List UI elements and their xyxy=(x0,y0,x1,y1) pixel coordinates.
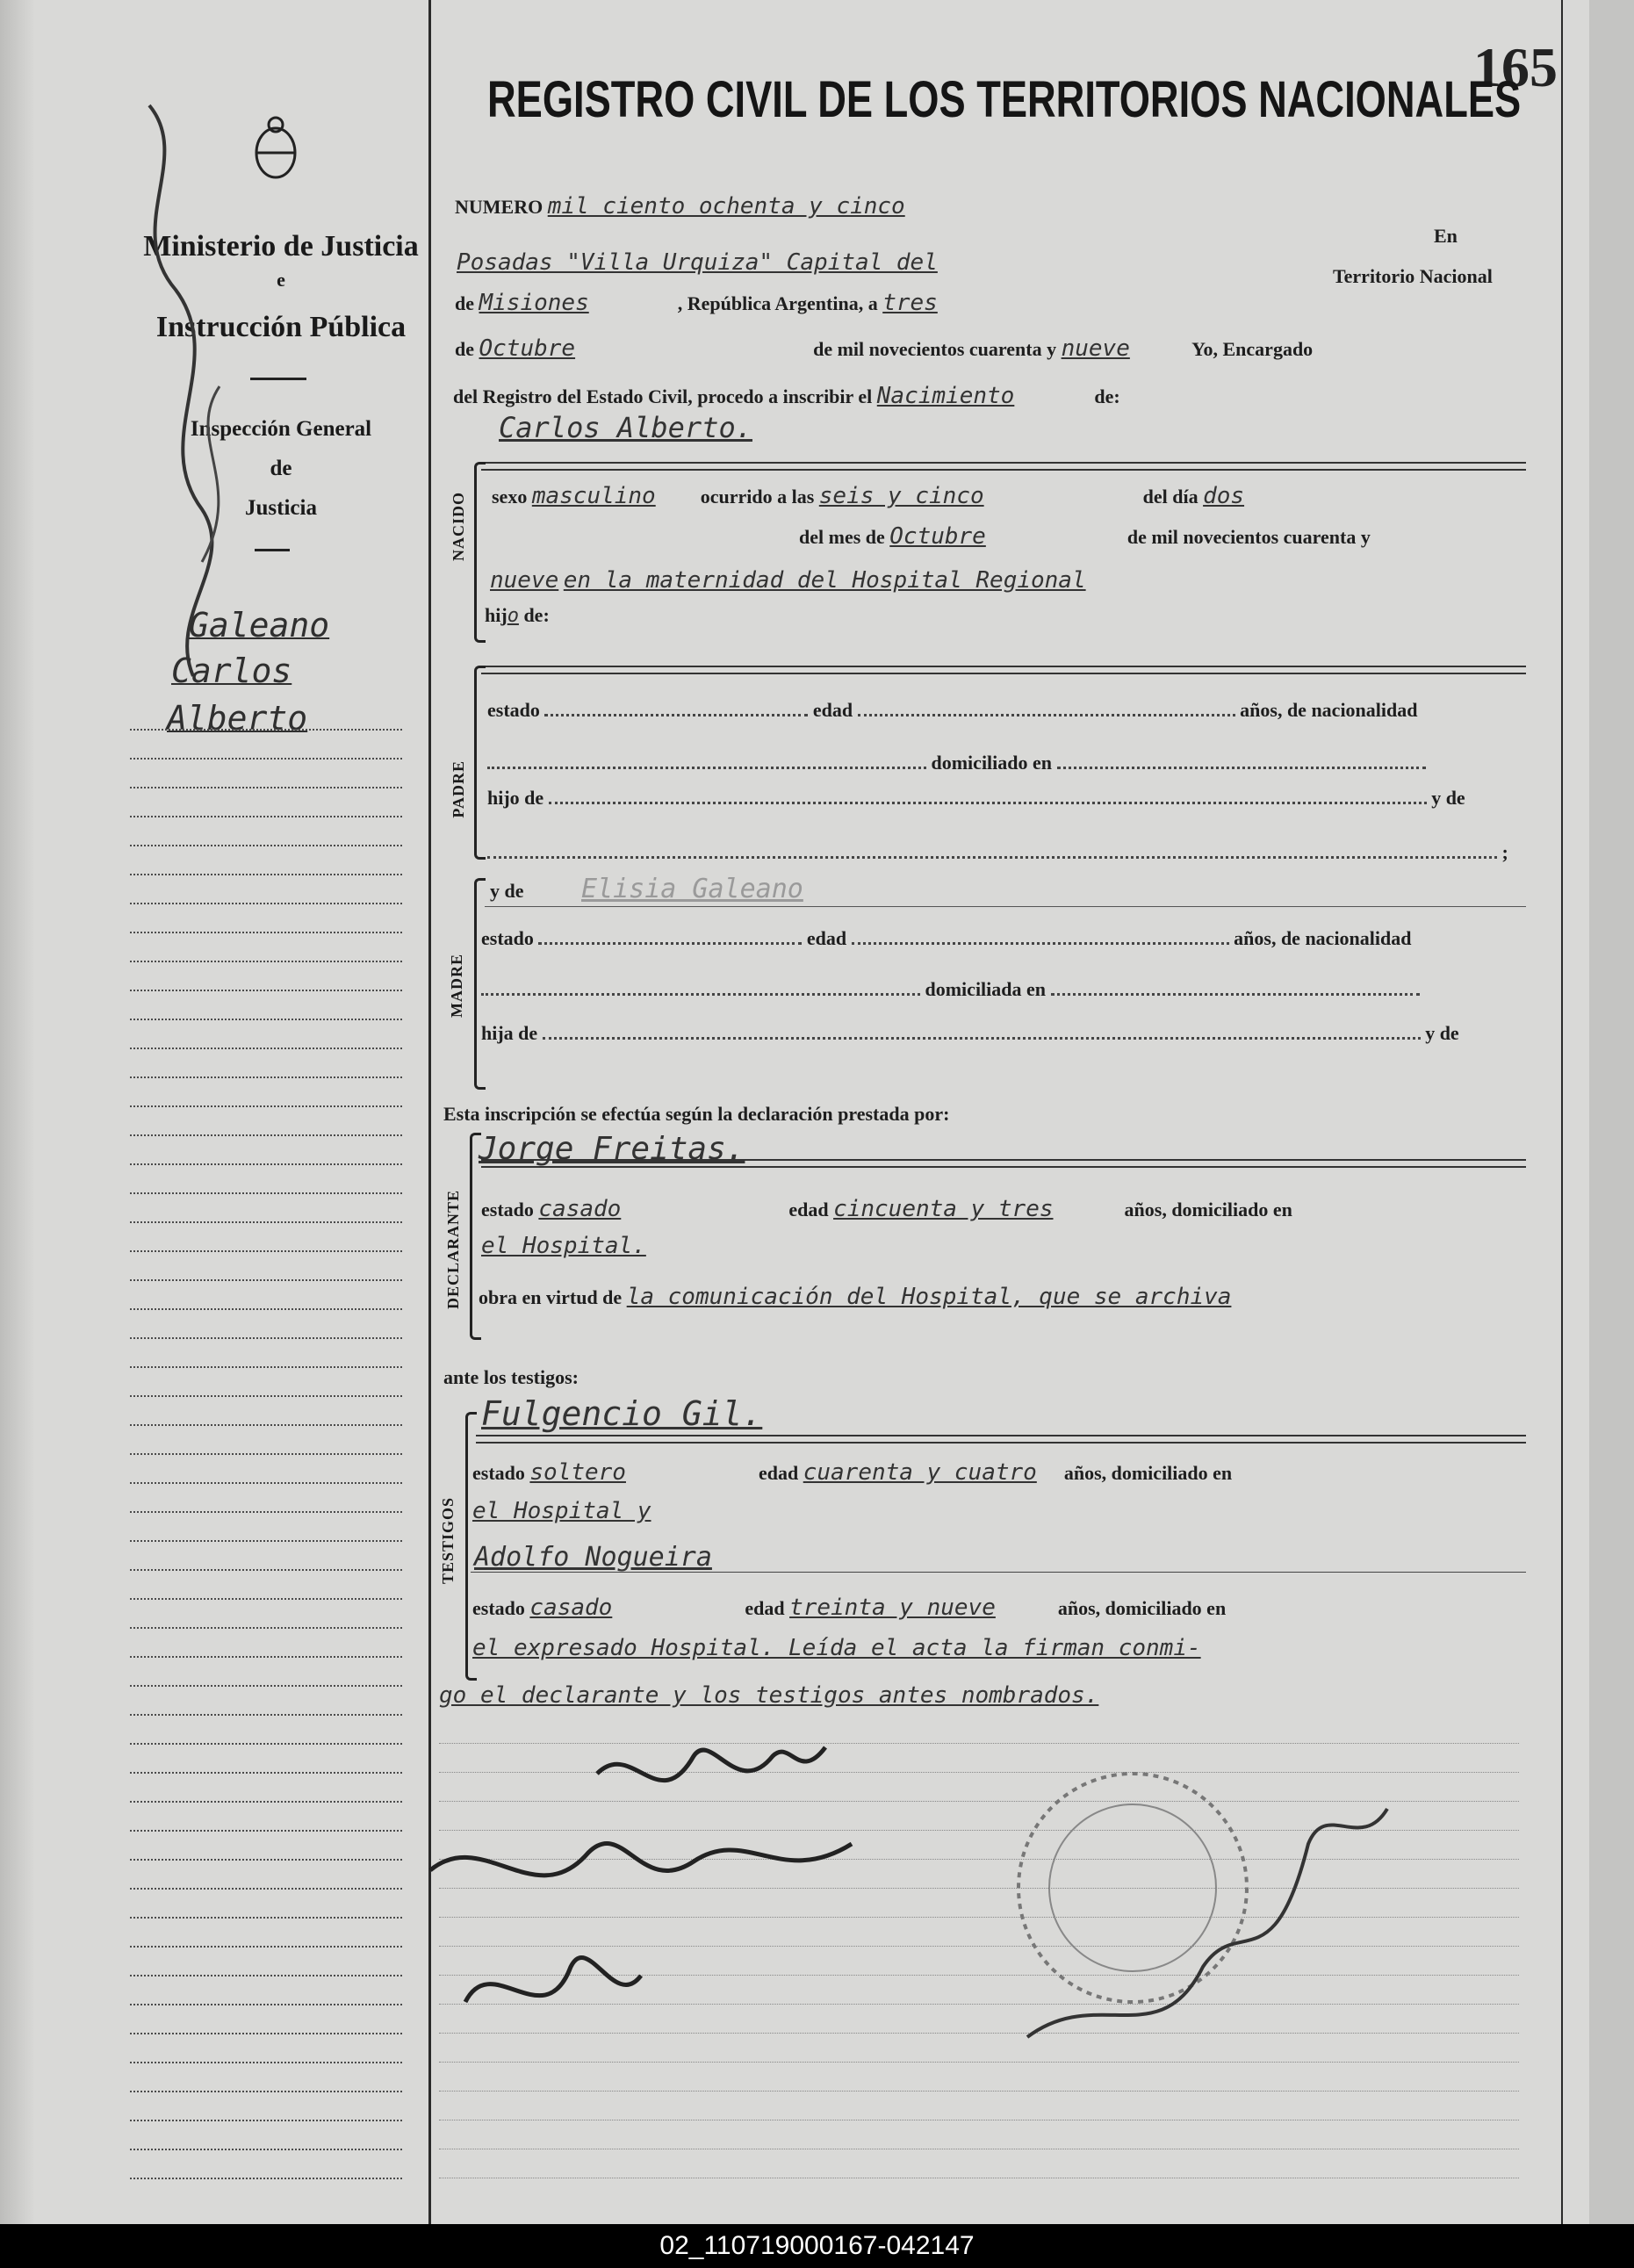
margin-ruled-line xyxy=(130,1917,402,1919)
month-value: Octubre xyxy=(479,335,576,362)
de-label: de xyxy=(455,292,474,314)
inspection-line2: de xyxy=(270,457,292,480)
padre-top-rule xyxy=(481,666,1526,667)
margin-ruled-line xyxy=(130,1424,402,1426)
testigos-top-rule xyxy=(476,1435,1526,1436)
declarante-anios-label: años, domiciliado en xyxy=(1124,1199,1292,1220)
margin-ruled-line xyxy=(130,903,402,904)
margin-ruled-line xyxy=(130,961,402,962)
margin-ruled-line xyxy=(130,874,402,875)
margin-ruled-line xyxy=(130,1366,402,1368)
madre-estado-row xyxy=(481,927,1411,950)
testigo1-edad-value: cuarenta y cuatro xyxy=(803,1459,1037,1486)
padre-edad-label: edad xyxy=(812,699,853,721)
testigo1-estado-value: soltero xyxy=(529,1459,626,1486)
footer-code: 02_110719000167-042147 xyxy=(0,2224,1634,2268)
page-title: REGISTRO CIVIL DE LOS TERRITORIOS NACIONALES xyxy=(487,71,1522,128)
margin-ruled-line xyxy=(130,2004,402,2005)
padre-semicolon: ; xyxy=(1501,841,1508,863)
margin-ruled-line xyxy=(130,1019,402,1020)
inspection-line3: Justicia xyxy=(245,496,317,520)
margin-ruled-line xyxy=(130,1627,402,1629)
margin-ruled-line xyxy=(130,1395,402,1397)
madre-hija-row xyxy=(481,1022,1459,1045)
testigos-mid-rule xyxy=(471,1572,1526,1573)
margin-ruled-line xyxy=(130,1830,402,1832)
mes-row xyxy=(799,523,1371,550)
closing-value: go el declarante y los testigos antes nombrados. xyxy=(439,1682,1099,1709)
margin-ruled-line xyxy=(130,1337,402,1339)
ministry-line3: Instrucción Pública xyxy=(155,311,407,343)
mes-label: del mes de xyxy=(799,526,885,548)
margin-ruled-line xyxy=(130,1453,402,1455)
margin-signature xyxy=(97,70,272,685)
margin-ruled-line xyxy=(130,1540,402,1542)
declarante-estado-row xyxy=(481,1196,1292,1222)
margin-ruled-line xyxy=(130,1308,402,1310)
margin-ruled-line xyxy=(130,1279,402,1281)
de2-label: de xyxy=(455,338,474,360)
declarante-domicilio-row xyxy=(481,1233,646,1259)
margin-ruled-line xyxy=(130,1975,402,1976)
testigo1-domicilio-value: el Hospital y xyxy=(472,1498,651,1524)
testigo2-edad-label: edad xyxy=(745,1597,785,1619)
hijo-value: o xyxy=(507,605,519,627)
margin-ruled-line xyxy=(130,2120,402,2121)
margin-ruled-line xyxy=(130,1743,402,1745)
margin-ruled-line xyxy=(130,1192,402,1194)
testigo2-domicilio-value: el expresado Hospital. Leída el acta la firman conmi- xyxy=(472,1635,1201,1661)
padre-domicilio-row xyxy=(487,752,1426,774)
margin-ruled-line xyxy=(130,1511,402,1513)
nacido-top-rule-2 xyxy=(481,469,1526,471)
margin-ruled-line xyxy=(130,1772,402,1774)
testigo2-estado-value: casado xyxy=(529,1595,613,1621)
dia-label: del día xyxy=(1142,486,1199,508)
margin-ruled-line xyxy=(130,990,402,991)
margin-ruled-line xyxy=(130,2062,402,2063)
sexo-row xyxy=(492,483,1244,509)
margin-ruled-line xyxy=(130,2178,402,2179)
ocurrido-label: ocurrido a las xyxy=(700,486,815,508)
padre-estado-row xyxy=(487,699,1417,722)
hijo-row xyxy=(485,604,550,627)
padre-side-label: PADRE xyxy=(450,760,467,818)
madre-domicilio-row xyxy=(481,978,1420,1001)
hijo-de-label: de: xyxy=(523,604,550,626)
declarante-obra-label: obra en virtud de xyxy=(479,1286,623,1308)
testigo1-name-row xyxy=(481,1394,762,1433)
madre-y-de-label: y de xyxy=(490,880,524,902)
month-row xyxy=(455,335,1313,362)
nacido-side-label: NACIDO xyxy=(450,492,467,562)
declarante-edad-label: edad xyxy=(788,1199,829,1220)
ministry-line2: e xyxy=(277,269,285,291)
right-rule xyxy=(1561,0,1563,2224)
margin-ruled-line xyxy=(130,1598,402,1600)
margin-ruled-line xyxy=(130,1048,402,1049)
declarante-side-label: DECLARANTE xyxy=(444,1190,462,1310)
testigo2-estado-row xyxy=(472,1595,1226,1621)
declarante-domicilio-value: el Hospital. xyxy=(481,1233,646,1259)
place-value: Posadas "Villa Urquiza" Capital del xyxy=(457,249,938,276)
anio-label: de mil novecientos cuarenta y xyxy=(1127,526,1371,548)
padre-estado-label: estado xyxy=(487,699,540,721)
margin-ruled-line xyxy=(130,1685,402,1687)
padre-domiciliado-label: domiciliado en xyxy=(931,752,1053,774)
sexo-value: masculino xyxy=(531,483,656,509)
testigos-side-label: TESTIGOS xyxy=(439,1497,457,1585)
madre-domiciliada-label: domiciliada en xyxy=(925,978,1047,1000)
margin-given-name-2: Alberto xyxy=(167,699,308,738)
madre-name-value: Elisia Galeano xyxy=(581,874,803,904)
nacido-top-rule xyxy=(481,462,1526,464)
child-name-value: Carlos Alberto. xyxy=(499,411,752,444)
padre-semicolon-row xyxy=(487,841,1508,864)
testigo2-domicilio-row xyxy=(472,1635,1201,1661)
margin-ruled-line xyxy=(130,729,402,731)
territory-value: Misiones xyxy=(479,290,589,316)
madre-y-de-row xyxy=(490,874,803,904)
madre-estado-label: estado xyxy=(481,927,534,949)
margin-ruled-line xyxy=(130,1859,402,1861)
territorio-label: Territorio Nacional xyxy=(1333,265,1493,287)
year-value: nueve xyxy=(1061,335,1130,362)
numero-label: NUMERO xyxy=(455,196,543,218)
margin-ruled-line xyxy=(130,1482,402,1484)
margin-ruled-line xyxy=(130,1801,402,1803)
madre-y-de2-label: y de xyxy=(1425,1022,1459,1044)
declarante-estado-value: casado xyxy=(538,1196,622,1222)
padre-hijo-de-label: hijo de xyxy=(487,787,544,809)
padre-top-rule-2 xyxy=(481,673,1526,674)
margin-ruled-line xyxy=(130,1134,402,1136)
dia-value: dos xyxy=(1203,483,1245,509)
testigo1-anios-label: años, domiciliado en xyxy=(1063,1462,1233,1484)
margin-ruled-line xyxy=(130,2149,402,2150)
lugar-row xyxy=(490,567,1086,594)
page-number: 165 xyxy=(1473,36,1558,98)
testigo2-name-value: Adolfo Nogueira xyxy=(474,1542,712,1573)
margin-ruled-line xyxy=(130,1946,402,1948)
margin-ruled-line xyxy=(130,1569,402,1571)
margin-ruled-line xyxy=(130,1714,402,1716)
declarante-name-row xyxy=(479,1131,745,1167)
anio-value: nueve xyxy=(490,567,559,594)
margin-ruled-line xyxy=(130,787,402,788)
margin-ruled-line xyxy=(130,1250,402,1252)
declarante-edad-value: cincuenta y tres xyxy=(833,1196,1054,1222)
ministry-line1: Ministerio de Justicia xyxy=(143,230,419,263)
testigo1-estado-label: estado xyxy=(472,1462,525,1484)
en-label: En xyxy=(1434,225,1458,247)
margin-ruled-line xyxy=(130,1076,402,1078)
padre-anios-label: años, de nacionalidad xyxy=(1240,699,1418,721)
margin-surname: Galeano xyxy=(189,606,330,644)
padre-y-de-label: y de xyxy=(1431,787,1465,809)
madre-hija-de-label: hija de xyxy=(481,1022,538,1044)
testigo2-anios-label: años, domiciliado en xyxy=(1057,1597,1227,1619)
margin-ruled-line xyxy=(130,1888,402,1890)
declaracion-label: Esta inscripción se efectúa según la declaración prestada por: xyxy=(443,1103,950,1125)
testigo2-edad-value: treinta y nueve xyxy=(789,1595,996,1621)
declarante-name-value: Jorge Freitas. xyxy=(479,1131,745,1167)
madre-anios-label: años, de nacionalidad xyxy=(1234,927,1412,949)
madre-rule xyxy=(485,906,1526,907)
signatures xyxy=(413,1721,1422,2160)
name-row xyxy=(499,411,752,444)
page-crease xyxy=(0,0,35,2224)
closing-row xyxy=(439,1682,1098,1709)
territory-row xyxy=(455,290,938,316)
declarante-estado-label: estado xyxy=(481,1199,534,1220)
mes-value: Octubre xyxy=(889,523,986,550)
margin-ruled-line xyxy=(130,816,402,817)
testigo2-estado-label: estado xyxy=(472,1597,525,1619)
lugar-value: en la maternidad del Hospital Regional xyxy=(563,567,1086,594)
hijo-label: hij xyxy=(485,604,507,626)
margin-ruled-line xyxy=(130,2033,402,2034)
margin-ruled-line xyxy=(130,758,402,760)
de3-label: de: xyxy=(1094,385,1120,407)
binding-edge xyxy=(1589,0,1634,2224)
madre-side-label: MADRE xyxy=(448,954,465,1018)
margin-ruled-line xyxy=(130,932,402,933)
declarante-obra-row xyxy=(479,1284,1231,1310)
place-row xyxy=(457,249,938,276)
numero-value: mil ciento ochenta y cinco xyxy=(547,193,905,220)
year-label: de mil novecientos cuarenta y xyxy=(813,338,1057,360)
declarante-obra-value: la comunicación del Hospital, que se archiva xyxy=(626,1284,1232,1310)
testigo1-name-value: Fulgencio Gil. xyxy=(481,1394,763,1433)
sexo-label: sexo xyxy=(492,486,528,508)
testigos-top-rule-2 xyxy=(476,1442,1526,1444)
margin-given-name-1: Carlos xyxy=(171,652,292,690)
margin-ruled-line xyxy=(130,2091,402,2092)
testigo1-estado-row xyxy=(472,1459,1232,1486)
padre-hijo-row xyxy=(487,787,1465,810)
day-value: tres xyxy=(882,290,938,316)
registro-label: del Registro del Estado Civil, procedo a inscribir el xyxy=(453,385,873,407)
testigos-label: ante los testigos: xyxy=(443,1366,579,1388)
madre-edad-label: edad xyxy=(806,927,847,949)
margin-ruled-line xyxy=(130,1656,402,1658)
margin-ruled-line xyxy=(130,1105,402,1107)
margin-ruled-line xyxy=(130,1221,402,1223)
republica-label: , República Argentina, a xyxy=(677,292,878,314)
testigo2-name-row xyxy=(474,1542,712,1573)
inspection-line1: Inspección General xyxy=(190,417,372,441)
registro-row xyxy=(453,383,1120,409)
margin-ruled-line xyxy=(130,1163,402,1165)
testigo1-domicilio-row xyxy=(472,1498,651,1524)
testigo1-edad-label: edad xyxy=(758,1462,799,1484)
yo-label: Yo, Encargado xyxy=(1191,338,1314,360)
act-value: Nacimiento xyxy=(876,383,1015,409)
numero-row xyxy=(455,193,905,220)
hora-value: seis y cinco xyxy=(818,483,984,509)
padre-bracket xyxy=(474,666,486,860)
margin-ruled-line xyxy=(130,845,402,846)
